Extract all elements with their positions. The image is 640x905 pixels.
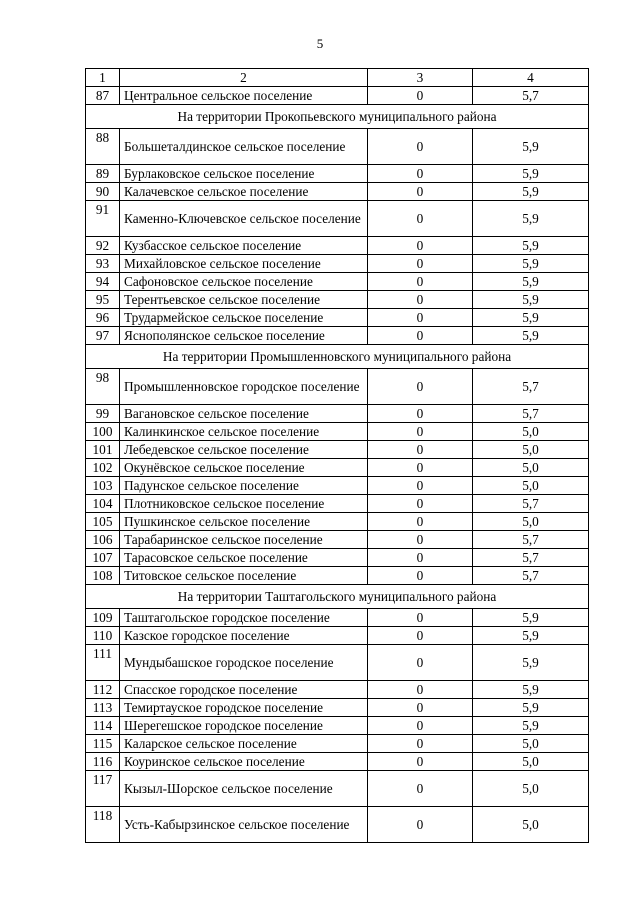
- column-3-value-cell: 0: [368, 459, 473, 477]
- column-3-value-cell: 0: [368, 753, 473, 771]
- row-number-cell: 87: [86, 87, 120, 105]
- settlement-name-cell: Таштагольское городское поселение: [120, 609, 368, 627]
- table-row: [86, 441, 589, 459]
- section-header-row: [86, 585, 589, 609]
- row-number-cell: 106: [86, 531, 120, 549]
- column-4-value-cell: 5,0: [473, 753, 589, 771]
- settlement-name-cell: Михайловское сельское поселение: [120, 255, 368, 273]
- column-4-value-cell: 5,9: [473, 681, 589, 699]
- table-row: [86, 735, 589, 753]
- column-3-value-cell: 0: [368, 609, 473, 627]
- settlement-name-cell: Терентьевское сельское поселение: [120, 291, 368, 309]
- row-number-cell: 104: [86, 495, 120, 513]
- row-number-cell: 108: [86, 567, 120, 585]
- table-row: [86, 771, 589, 807]
- column-3-value-cell: 0: [368, 771, 473, 807]
- row-number-cell: 105: [86, 513, 120, 531]
- column-3-value-cell: 0: [368, 495, 473, 513]
- column-3-value-cell: 0: [368, 567, 473, 585]
- column-3-value-cell: 0: [368, 423, 473, 441]
- row-number-cell: 92: [86, 237, 120, 255]
- row-number-cell: 107: [86, 549, 120, 567]
- row-number-cell: 95: [86, 291, 120, 309]
- column-4-value-cell: 5,0: [473, 423, 589, 441]
- table-row: [86, 273, 589, 291]
- column-3-value-cell: 0: [368, 291, 473, 309]
- column-3-value-cell: 0: [368, 255, 473, 273]
- table-row: [86, 495, 589, 513]
- table-row: [86, 645, 589, 681]
- settlement-name-cell: Лебедевское сельское поселение: [120, 441, 368, 459]
- column-4-value-cell: 5,0: [473, 807, 589, 843]
- column-4-value-cell: 5,0: [473, 735, 589, 753]
- settlement-name-cell: Кузбасское сельское поселение: [120, 237, 368, 255]
- table-row: [86, 681, 589, 699]
- row-number-cell: 89: [86, 165, 120, 183]
- table-row: [86, 129, 589, 165]
- table-row: [86, 309, 589, 327]
- table-row: [86, 699, 589, 717]
- table-row: [86, 237, 589, 255]
- settlement-name-cell: Тарабаринское сельское поселение: [120, 531, 368, 549]
- column-3-value-cell: 0: [368, 627, 473, 645]
- settlement-name-cell: Центральное сельское поселение: [120, 87, 368, 105]
- column-4-value-cell: 5,9: [473, 201, 589, 237]
- row-number-cell: 98: [86, 369, 120, 405]
- table-row: [86, 609, 589, 627]
- column-3-value-cell: 0: [368, 717, 473, 735]
- settlement-name-cell: Коуринское сельское поселение: [120, 753, 368, 771]
- column-3-value-cell: 0: [368, 327, 473, 345]
- settlement-name-cell: Трудармейское сельское поселение: [120, 309, 368, 327]
- column-3-value-cell: 0: [368, 513, 473, 531]
- column-3-value-cell: 0: [368, 699, 473, 717]
- table-row: [86, 717, 589, 735]
- row-number-cell: 113: [86, 699, 120, 717]
- column-3-value-cell: 0: [368, 87, 473, 105]
- settlements-table: [85, 68, 589, 843]
- table-row: [86, 567, 589, 585]
- table-row: [86, 753, 589, 771]
- column-4-value-cell: 5,7: [473, 495, 589, 513]
- row-number-cell: 88: [86, 129, 120, 165]
- section-header-text: На территории Таштагольского муниципального района: [86, 585, 589, 609]
- section-header-row: [86, 345, 589, 369]
- row-number-cell: 112: [86, 681, 120, 699]
- column-3-value-cell: 0: [368, 183, 473, 201]
- column-3-value-cell: 0: [368, 273, 473, 291]
- column-4-value-cell: 5,9: [473, 645, 589, 681]
- column-3-value-cell: 0: [368, 549, 473, 567]
- row-number-cell: 93: [86, 255, 120, 273]
- row-number-cell: 99: [86, 405, 120, 423]
- settlement-name-cell: Мундыбашское городское поселение: [120, 645, 368, 681]
- section-header-row: [86, 105, 589, 129]
- settlement-name-cell: Пушкинское сельское поселение: [120, 513, 368, 531]
- column-4-value-cell: 5,9: [473, 291, 589, 309]
- column-4-value-cell: 5,9: [473, 717, 589, 735]
- column-4-value-cell: 5,7: [473, 567, 589, 585]
- header-cell-1: 1: [86, 69, 120, 87]
- column-3-value-cell: 0: [368, 441, 473, 459]
- table-row: [86, 369, 589, 405]
- column-4-value-cell: 5,7: [473, 531, 589, 549]
- column-4-value-cell: 5,7: [473, 87, 589, 105]
- settlement-name-cell: Большеталдинское сельское поселение: [120, 129, 368, 165]
- row-number-cell: 118: [86, 807, 120, 843]
- settlement-name-cell: Шерегешское городское поселение: [120, 717, 368, 735]
- row-number-cell: 100: [86, 423, 120, 441]
- column-3-value-cell: 0: [368, 681, 473, 699]
- section-header-text: На территории Прокопьевского муниципального района: [86, 105, 589, 129]
- column-4-value-cell: 5,0: [473, 513, 589, 531]
- column-4-value-cell: 5,0: [473, 771, 589, 807]
- table-row: [86, 531, 589, 549]
- row-number-cell: 109: [86, 609, 120, 627]
- page-number: 5: [316, 36, 324, 51]
- column-4-value-cell: 5,9: [473, 609, 589, 627]
- table-row: [86, 183, 589, 201]
- table-row: [86, 513, 589, 531]
- table-row: [86, 165, 589, 183]
- column-4-value-cell: 5,9: [473, 309, 589, 327]
- header-cell-4: 4: [473, 69, 589, 87]
- column-4-value-cell: 5,7: [473, 369, 589, 405]
- settlement-name-cell: Сафоновское сельское поселение: [120, 273, 368, 291]
- row-number-cell: 103: [86, 477, 120, 495]
- settlement-name-cell: Калачевское сельское поселение: [120, 183, 368, 201]
- column-3-value-cell: 0: [368, 369, 473, 405]
- settlement-name-cell: Усть-Кабырзинское сельское поселение: [120, 807, 368, 843]
- header-cell-3: 3: [368, 69, 473, 87]
- settlement-name-cell: Каларское сельское поселение: [120, 735, 368, 753]
- table-row: [86, 477, 589, 495]
- column-3-value-cell: 0: [368, 807, 473, 843]
- column-4-value-cell: 5,7: [473, 549, 589, 567]
- column-4-value-cell: 5,0: [473, 459, 589, 477]
- settlement-name-cell: Спасское городское поселение: [120, 681, 368, 699]
- table-row: [86, 423, 589, 441]
- table-header-row: [86, 69, 589, 87]
- settlement-name-cell: Титовское сельское поселение: [120, 567, 368, 585]
- settlement-name-cell: Кызыл-Шорское сельское поселение: [120, 771, 368, 807]
- row-number-cell: 116: [86, 753, 120, 771]
- row-number-cell: 111: [86, 645, 120, 681]
- column-4-value-cell: 5,0: [473, 477, 589, 495]
- settlement-name-cell: Калинкинское сельское поселение: [120, 423, 368, 441]
- column-3-value-cell: 0: [368, 405, 473, 423]
- table-row: [86, 549, 589, 567]
- column-3-value-cell: 0: [368, 237, 473, 255]
- section-header-text: На территории Промышленновского муниципального района: [86, 345, 589, 369]
- row-number-cell: 114: [86, 717, 120, 735]
- row-number-cell: 110: [86, 627, 120, 645]
- column-4-value-cell: 5,9: [473, 699, 589, 717]
- table-row: [86, 255, 589, 273]
- column-4-value-cell: 5,9: [473, 273, 589, 291]
- settlement-name-cell: Каменно-Ключевское сельское поселение: [120, 201, 368, 237]
- row-number-cell: 94: [86, 273, 120, 291]
- row-number-cell: 115: [86, 735, 120, 753]
- table-row: [86, 807, 589, 843]
- column-3-value-cell: 0: [368, 645, 473, 681]
- column-4-value-cell: 5,9: [473, 627, 589, 645]
- column-3-value-cell: 0: [368, 201, 473, 237]
- column-4-value-cell: 5,9: [473, 327, 589, 345]
- row-number-cell: 96: [86, 309, 120, 327]
- column-3-value-cell: 0: [368, 531, 473, 549]
- column-4-value-cell: 5,9: [473, 183, 589, 201]
- settlement-name-cell: Казское городское поселение: [120, 627, 368, 645]
- settlement-name-cell: Вагановское сельское поселение: [120, 405, 368, 423]
- settlement-name-cell: Окунёвское сельское поселение: [120, 459, 368, 477]
- settlement-name-cell: Падунское сельское поселение: [120, 477, 368, 495]
- table-row: [86, 327, 589, 345]
- column-4-value-cell: 5,9: [473, 255, 589, 273]
- table-row: [86, 87, 589, 105]
- settlement-name-cell: Темиртауское городское поселение: [120, 699, 368, 717]
- column-3-value-cell: 0: [368, 129, 473, 165]
- column-4-value-cell: 5,9: [473, 237, 589, 255]
- table-row: [86, 201, 589, 237]
- settlement-name-cell: Промышленновское городское поселение: [120, 369, 368, 405]
- row-number-cell: 101: [86, 441, 120, 459]
- column-3-value-cell: 0: [368, 477, 473, 495]
- row-number-cell: 117: [86, 771, 120, 807]
- row-number-cell: 97: [86, 327, 120, 345]
- row-number-cell: 90: [86, 183, 120, 201]
- column-3-value-cell: 0: [368, 165, 473, 183]
- column-3-value-cell: 0: [368, 735, 473, 753]
- column-4-value-cell: 5,9: [473, 165, 589, 183]
- column-4-value-cell: 5,0: [473, 441, 589, 459]
- settlement-name-cell: Плотниковское сельское поселение: [120, 495, 368, 513]
- settlement-name-cell: Бурлаковское сельское поселение: [120, 165, 368, 183]
- settlement-name-cell: Тарасовское сельское поселение: [120, 549, 368, 567]
- column-3-value-cell: 0: [368, 309, 473, 327]
- table-row: [86, 459, 589, 477]
- table-row: [86, 291, 589, 309]
- row-number-cell: 91: [86, 201, 120, 237]
- settlement-name-cell: Яснополянское сельское поселение: [120, 327, 368, 345]
- column-4-value-cell: 5,7: [473, 405, 589, 423]
- table-row: [86, 627, 589, 645]
- row-number-cell: 102: [86, 459, 120, 477]
- column-4-value-cell: 5,9: [473, 129, 589, 165]
- header-cell-2: 2: [120, 69, 368, 87]
- table-row: [86, 405, 589, 423]
